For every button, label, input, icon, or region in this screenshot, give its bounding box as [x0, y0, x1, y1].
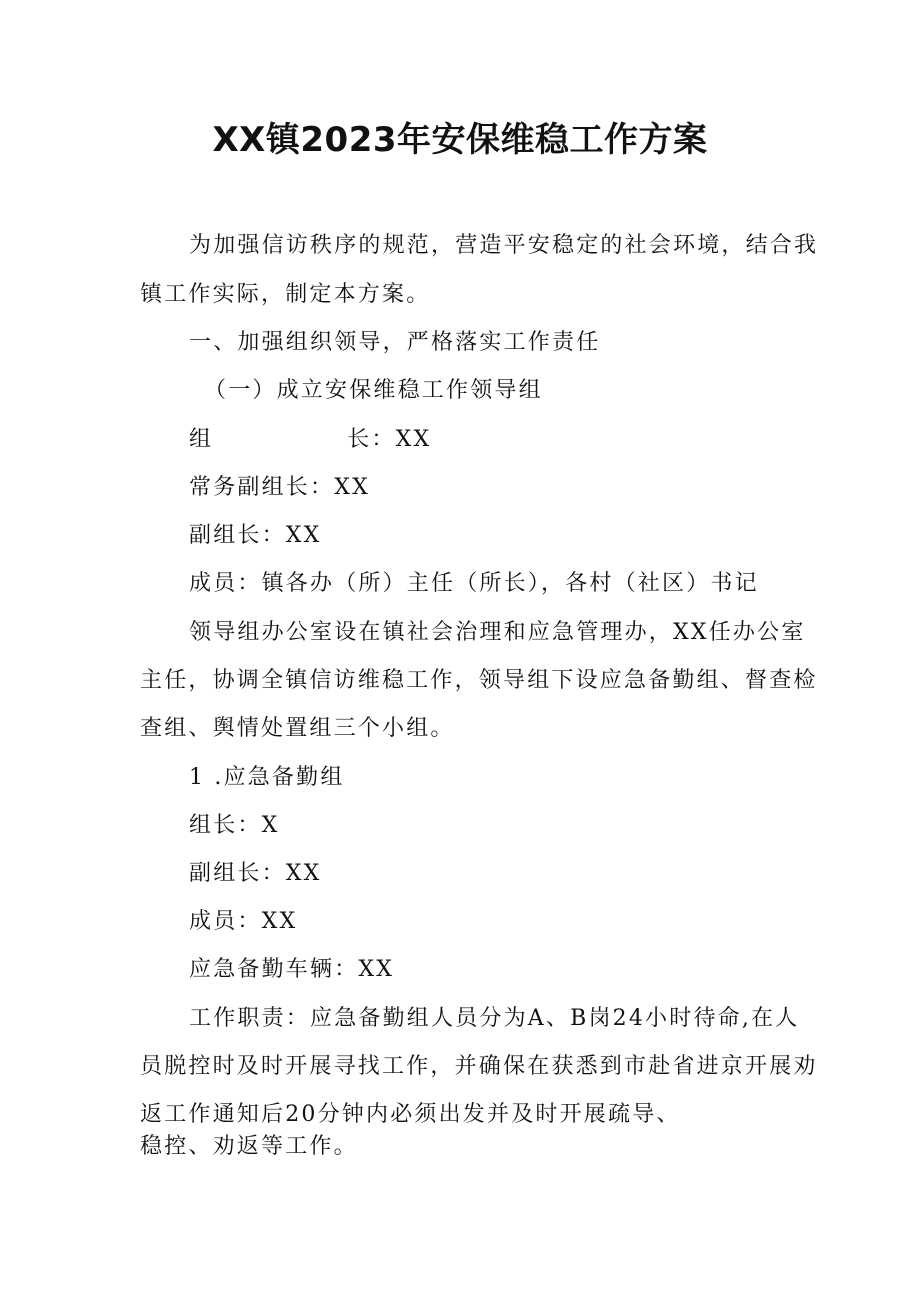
duties-line-1: 工作职责：应急备勤组人员分为A、B岗24小时待命,在人	[189, 1006, 800, 1031]
group1-members: 成员：XX	[189, 909, 298, 934]
duties-line-3: 返工作通知后20分钟内必须出发并及时开展疏导、	[140, 1102, 681, 1127]
members-line: 成员：镇各办（所）主任（所长），各村（社区）书记	[189, 571, 759, 596]
leader-label-end: 长：XX	[347, 427, 432, 452]
leader-line	[189, 425, 431, 455]
group1-vehicle: 应急备勤车辆：XX	[189, 957, 395, 982]
document-title: XX镇2023年安保维稳工作方案	[212, 120, 708, 160]
section-heading: 一、加强组织领导，严格落实工作责任	[189, 330, 601, 355]
deputy-line: 副组长：XX	[189, 523, 322, 548]
duties-line-4: 稳控、劝返等工作。	[140, 1134, 358, 1159]
subsection-heading: （一）成立安保维稳工作领导组	[204, 378, 543, 403]
group1-leader: 组长：X	[189, 813, 280, 838]
intro-line-2: 镇工作实际，制定本方案。	[140, 282, 431, 307]
leader-label-start: 组	[189, 427, 214, 452]
intro-line-1: 为加强信访秩序的规范，营造平安稳定的社会环境，结合我	[189, 233, 819, 258]
group1-heading: 1 .应急备勤组	[189, 765, 345, 790]
duties-line-2: 员脱控时及时开展寻找工作，并确保在获悉到市赴省进京开展劝	[140, 1054, 818, 1079]
office-line-1: 领导组办公室设在镇社会治理和应急管理办，XX任办公室	[189, 620, 806, 645]
group1-deputy: 副组长：XX	[189, 861, 322, 886]
exec-deputy-line: 常务副组长：XX	[189, 475, 370, 500]
office-line-3: 查组、舆情处置组三个小组。	[140, 716, 455, 741]
office-line-2: 主任，协调全镇信访维稳工作，领导组下设应急备勤组、督查检	[140, 668, 818, 693]
